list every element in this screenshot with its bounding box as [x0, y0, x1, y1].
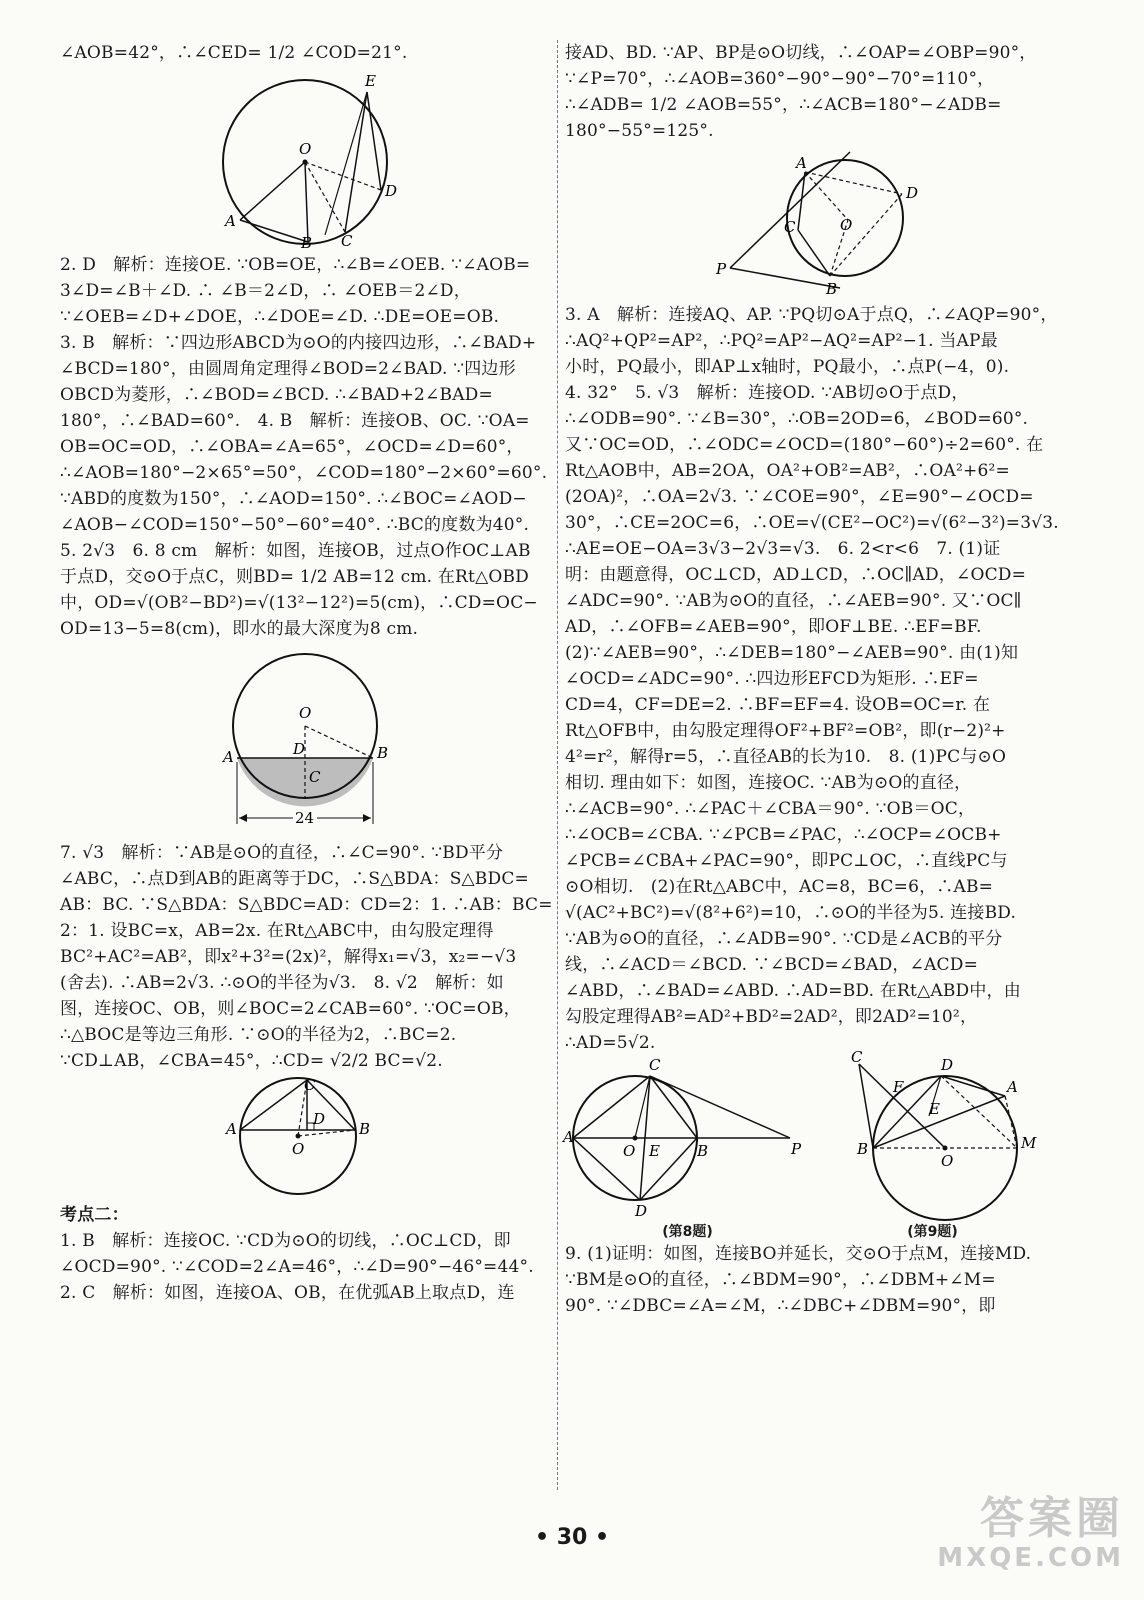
- fig4-label: A: [796, 154, 807, 172]
- fig1-label: D: [385, 182, 398, 200]
- fig6-label: F: [893, 1078, 904, 1096]
- fig3-label: C: [304, 1076, 316, 1094]
- text-line: ∵ABD的度数为150°，∴∠AOD=150°. ∴∠BOC=∠AOD−: [60, 489, 527, 509]
- text-line: ⊙O相切. (2)在Rt△ABC中，AC=8，BC=6，∴AB=: [565, 877, 994, 897]
- text-line: 小时，PQ最小，即AP⊥x轴时，PQ最小，∴点P(−4，0).: [565, 357, 1010, 377]
- fig4-label: B: [826, 280, 838, 298]
- text-line: Rt△OFB中，由勾股定理得OF²+BF²=OB²，即(r−2)²+: [565, 721, 1006, 741]
- text-line: 3∠D=∠B＋∠D. ∴ ∠B＝2∠D，∴ ∠OEB＝2∠D，: [60, 281, 471, 301]
- text-line: 4. 32° 5. √3 解析：连接OD. ∵AB切⊙O于点D，: [565, 383, 969, 403]
- fig5-label: C: [649, 1056, 661, 1074]
- text-line: ∠OCD=∠ADC=90°. ∴四边形EFCD为矩形. ∴EF=: [565, 669, 979, 689]
- watermark-logo-text: 答案圈: [980, 1493, 1124, 1544]
- text-line: 相切. 理由如下：如图，连接OC. ∵AB为⊙O的直径，: [565, 773, 972, 793]
- fig1-label: B: [301, 234, 313, 252]
- fig1-label: E: [365, 72, 376, 90]
- figure-8: [565, 1056, 815, 1221]
- fig3-label: O: [292, 1140, 305, 1158]
- text-line: ∴△BOC是等边三角形. ∵⊙O的半径为2，∴BC=2.: [60, 1025, 457, 1045]
- figure-captions: [565, 1221, 1055, 1241]
- fig4-label: O: [840, 216, 853, 234]
- fig2-label: O: [299, 704, 312, 722]
- fig5-label: B: [697, 1142, 709, 1160]
- figure-water-pipe: [215, 646, 395, 836]
- fig3-label: B: [359, 1120, 371, 1138]
- column-divider: [557, 40, 558, 1490]
- text-line: ∵∠OEB=∠D+∠DOE，∴∠DOE=∠D. ∴DE=OE=OB.: [60, 307, 500, 327]
- text-line: ∴AD=5√2.: [565, 1033, 656, 1053]
- text-line: 9. (1)证明：如图，连接BO并延长，交⊙O于点M，连接MD.: [565, 1244, 1032, 1264]
- text-line: BC²+AC²=AB²，即x²+3²=(2x)²，解得x₁=√3，x₂=−√3: [60, 947, 517, 967]
- text-line: ∠AOB=42°，∴∠CED= 1/2 ∠COD=21°.: [60, 43, 408, 63]
- text-line: ∠BCD=180°，由圆周角定理得∠BOD=2∠BAD. ∵四边形: [60, 359, 516, 379]
- fig5-label: E: [649, 1142, 660, 1160]
- fig2-label: D: [293, 740, 306, 758]
- text-line: 于点D，交⊙O于点C，则BD= 1/2 AB=12 cm. 在Rt△OBD: [60, 567, 530, 587]
- fig5-label: O: [623, 1142, 636, 1160]
- answer-block-2: [60, 840, 553, 1074]
- text-line: 5. 2√3 6. 8 cm 解析：如图，连接OB，过点O作OC⊥AB: [60, 541, 531, 561]
- fig1-label: C: [341, 232, 353, 250]
- text-line: ∠OCD=90°. ∵∠COD=2∠A=46°，∴∠D=90°−46°=44°.: [60, 1257, 534, 1277]
- fig3-label: A: [226, 1120, 237, 1138]
- text-line: 180°，∴∠BAD=60°. 4. B 解析：连接OB、OC. ∵OA=: [60, 411, 530, 431]
- fig6-label: C: [851, 1048, 863, 1066]
- text-line: AD，∴∠OFB=∠AEB=90°，即OF⊥BE. ∴EF=BF.: [565, 617, 982, 637]
- text-line: 7. √3 解析：∵AB是⊙O的直径，∴∠C=90°. ∵BD平分: [60, 843, 504, 863]
- text-line: ∴∠AOB=180°−2×65°=50°，∠COD=180°−2×60°=60°.: [60, 463, 548, 483]
- fig3-label: D: [313, 1110, 326, 1128]
- fig2-label: 24: [295, 809, 315, 827]
- text-line: (舍去). ∴AB=2√3. ∴⊙O的半径为√3. 8. √2 解析：如: [60, 973, 504, 993]
- answer-block-3: [60, 1228, 550, 1306]
- text-line: 中，OD=√(OB²−BD²)=√(13²−12²)=5(cm)，∴CD=OC−: [60, 593, 538, 613]
- text-line: ∵CD⊥AB，∠CBA=45°，∴CD= √2/2 BC=√2.: [60, 1051, 443, 1071]
- text-line: 线，∴∠ACD＝∠BCD. ∵∠BCD=∠BAD，∠ACD=: [565, 955, 979, 975]
- fig6-label: E: [929, 1100, 940, 1118]
- fig6-label: A: [1007, 1078, 1018, 1096]
- text-line: 3. B 解析：∵四边形ABCD为⊙O的内接四边形，∴∠BAD+: [60, 333, 537, 353]
- text-line: ∴∠ACB=90°. ∴∠PAC＋∠CBA＝90°. ∵OB＝OC，: [565, 799, 976, 819]
- fig6-label: D: [941, 1056, 954, 1074]
- text-line: 明：由题意得，OC⊥CD，AD⊥CD，∴OC∥AD，∠OCD=: [565, 565, 1027, 585]
- fig2-label: B: [377, 744, 389, 762]
- right-column: [563, 40, 1059, 1319]
- fig6-label: B: [857, 1140, 869, 1158]
- answer-block-5: [565, 302, 1059, 1056]
- fig2-label: C: [309, 768, 321, 786]
- text-line: (2)∵∠AEB=90°，∴∠DEB=180°−∠AEB=90°. 由(1)知: [565, 643, 1019, 663]
- answer-block-4: [565, 40, 1055, 144]
- page-number: • 30 •: [534, 1525, 610, 1550]
- watermark: [937, 1495, 1124, 1573]
- figure-circle-cd: [220, 1078, 390, 1198]
- answer-block-6: [565, 1241, 1055, 1319]
- figure-circle-ecd: [205, 70, 405, 252]
- figure-tangent-lines: [690, 148, 930, 298]
- text-line: OBCD为菱形，∴∠BOD=∠BCD. ∴∠BAD+2∠BAD=: [60, 385, 493, 405]
- text-line: OB=OC=OD，∴∠OBA=∠A=65°，∠OCD=∠D=60°，: [60, 437, 524, 457]
- fig5-label: A: [563, 1128, 574, 1146]
- text-line: 180°−55°=125°.: [565, 121, 714, 141]
- text-line: ∴∠ODB=90°. ∵∠B=30°，∴OB=2OD=6，∠BOD=60°.: [565, 409, 1029, 429]
- fig4-label: C: [784, 218, 796, 236]
- fig6-label: O: [941, 1152, 954, 1170]
- fig5-label: D: [635, 1202, 648, 1220]
- fig1-label: A: [225, 212, 236, 230]
- text-line: √(AC²+BC²)=√(8²+6²)=10，∴⊙O的半径为5. 连接BD.: [565, 903, 1017, 923]
- text-line: 1. B 解析：连接OC. ∵CD为⊙O的切线，∴OC⊥CD，即: [60, 1231, 511, 1251]
- answer-block-1: [60, 252, 550, 642]
- watermark-url: MXQE.COM: [937, 1543, 1124, 1573]
- caption-fig9: (第9题): [907, 1224, 958, 1240]
- fig6-label: M: [1021, 1134, 1037, 1152]
- text-line: Rt△AOB中，AB=2OA，OA²+OB²=AB²，∴OA²+6²=: [565, 461, 1010, 481]
- text-line: 30°，∴CE=2OC=6，∴OE=√(CE²−OC²)=√(6²−3²)=3√3.: [565, 513, 1059, 533]
- text-line: 2：1. 设BC=x，AB=2x. 在Rt△ABC中，由勾股定理得: [60, 921, 494, 941]
- text-line: ∠ABC，∴点D到AB的距离等于DC，∴S△BDA：S△BDC=: [60, 869, 529, 889]
- text-line: (2OA)²，∴OA=2√3. ∵∠COE=90°，∠E=90°−∠OCD=: [565, 487, 1034, 507]
- text-line: 接AD、BD. ∵AP、BP是⊙O切线，∴∠OAP=∠OBP=90°，: [565, 43, 1037, 63]
- text-line: 90°. ∵∠DBC=∠A=∠M，∴∠DBC+∠DBM=90°，即: [565, 1296, 996, 1316]
- text-line: 勾股定理得AB²=AD²+BD²=2AD²，即2AD²=10²，: [565, 1007, 978, 1027]
- text-line: ∠AOB−∠COD=150°−50°−60°=40°. ∴BC的度数为40°.: [60, 515, 530, 535]
- text-line: ∠ABD，∴∠BAD=∠ABD. ∴AD=BD. 在Rt△ABD中，由: [565, 981, 1021, 1001]
- text-line: AB：BC. ∵S△BDA：S△BDC=AD：CD=2：1. ∴AB：BC=: [60, 895, 553, 915]
- caption-fig8: (第8题): [662, 1224, 713, 1240]
- text-line: 2. D 解析：连接OE. ∵OB=OE，∴∠B=∠OEB. ∵∠AOB=: [60, 255, 531, 275]
- text-line: ∴AQ²+QP²=AP²，∴PQ²=AP²−AQ²=AP²−1. 当AP最: [565, 331, 998, 351]
- text-line: ∵AB为⊙O的直径，∴∠ADB=90°. ∵CD是∠ACB的平分: [565, 929, 1003, 949]
- text-line: ∠PCB=∠CBA+∠PAC=90°，即PC⊥OC，∴直线PC与: [565, 851, 1008, 871]
- text-line: ∵∠P=70°，∴∠AOB=360°−90°−90°−70°=110°，: [565, 69, 995, 89]
- text-line: OD=13−5=8(cm)，即水的最大深度为8 cm.: [60, 619, 419, 639]
- text-line: CD=4，CF=DE=2. ∴BF=EF=4. 设OB=OC=r. 在: [565, 695, 991, 715]
- fig2-label: A: [223, 748, 234, 766]
- text-line: ∴AE=OE−OA=3√3−2√3=√3. 6. 2<r<6 7. (1)证: [565, 539, 1001, 559]
- fig4-label: D: [906, 184, 919, 202]
- text-line: 图，连接OC、OB，则∠BOC=2∠CAB=60°. ∵OC=OB，: [60, 999, 521, 1019]
- text-line: ∴∠OCB=∠CBA. ∵∠PCB=∠PAC，∴∠OCP=∠OCB+: [565, 825, 1002, 845]
- text-line: 2. C 解析：如图，连接OA、OB，在优弧AB上取点D，连: [60, 1283, 515, 1303]
- text-line: 3. A 解析：连接AQ、AP. ∵PQ切⊙A于点Q，∴∠AQP=90°，: [565, 305, 1058, 325]
- text-line: 4²=r²，解得r=5，∴直径AB的长为10. 8. (1)PC与⊙O: [565, 747, 1007, 767]
- fig1-label: O: [299, 140, 312, 158]
- left-column: [60, 40, 553, 1306]
- figure-row: [563, 1048, 1055, 1221]
- fig5-label: P: [791, 1140, 802, 1158]
- section-title: 考点二：: [60, 1205, 129, 1225]
- text-line: ∴∠ADB= 1/2 ∠AOB=55°，∴∠ACB=180°−∠ADB=: [565, 95, 1002, 115]
- figure-9: [845, 1048, 1055, 1221]
- text-line: ∵BM是⊙O的直径，∴∠BDM=90°，∴∠DBM+∠M=: [565, 1270, 996, 1290]
- text-line: ∠ADC=90°. ∵AB为⊙O的直径，∴∠AEB=90°. 又∵OC∥: [565, 591, 1022, 611]
- fig4-label: P: [716, 260, 727, 278]
- text-line: 又∵OC=OD，∴∠ODC=∠OCD=(180°−60°)÷2=60°. 在: [565, 435, 1044, 455]
